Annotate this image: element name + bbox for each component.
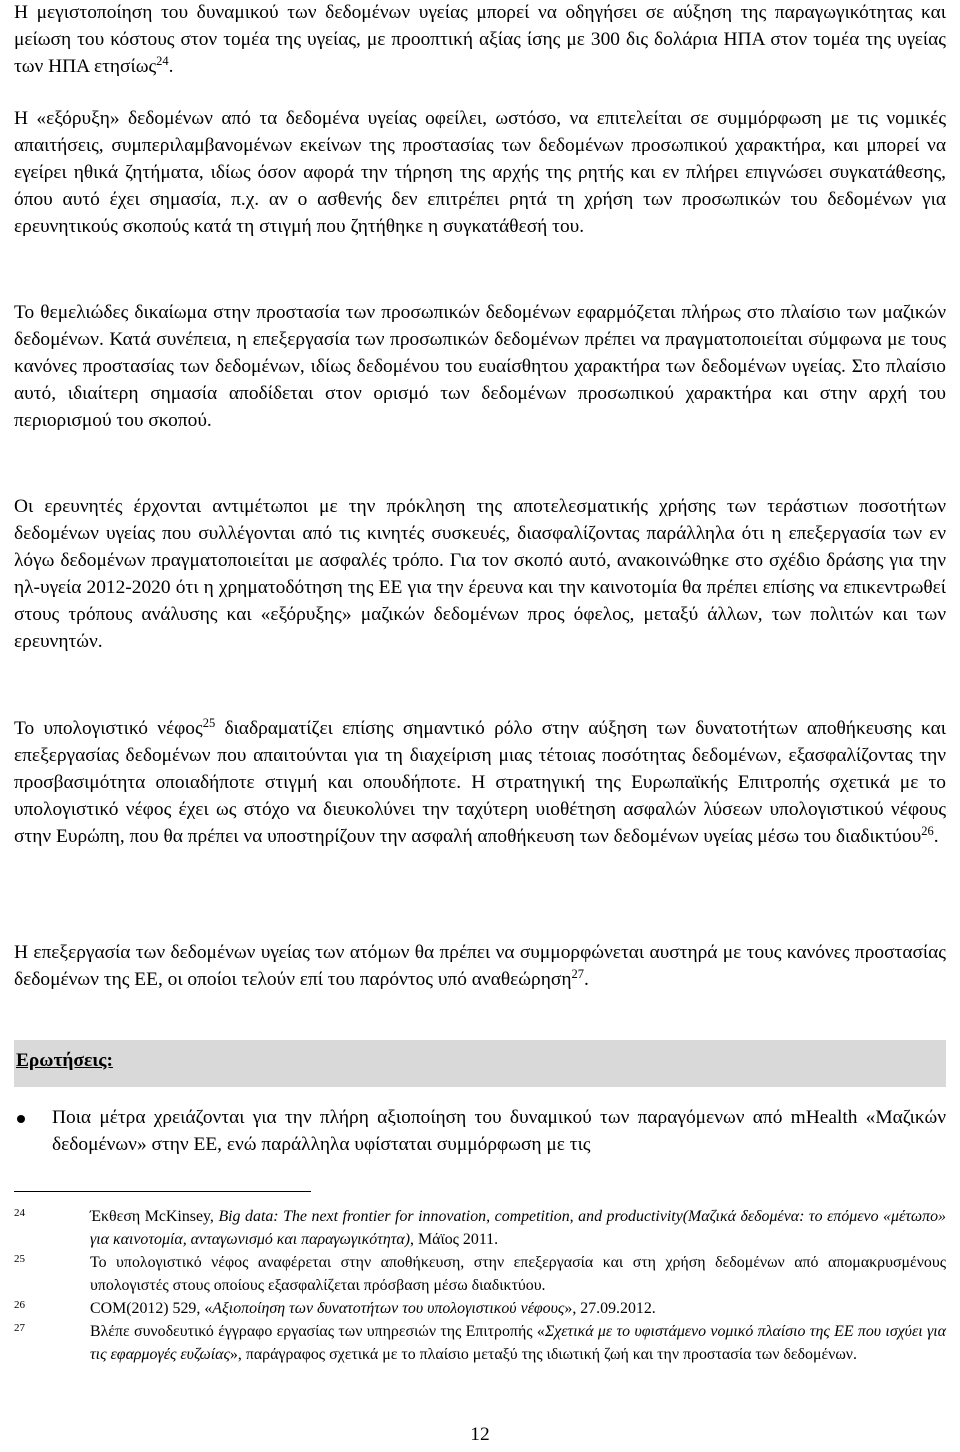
footnote-separator — [14, 1191, 311, 1192]
footnote-text-plain: COM(2012) 529, « — [90, 1300, 213, 1317]
footnote-text-italic: Σχετικά με το υφιστάμενο νομικό πλαίσιο της ΕΕ που ισχύει για τις εφαρμογές ευζωίας — [90, 1323, 946, 1363]
footnote-text — [90, 1321, 946, 1366]
footnote-text-plain: , Μάϊος 2011. — [410, 1230, 499, 1248]
paragraph-6-tail: . — [583, 968, 589, 990]
footnote-text-plain: Το υπολογιστικό νέφος αναφέρεται στην αποθήκευση, στην επεξεργασία και στη χρήση δεδομένων από απομακρυσμένους υπολογιστές στους οποίους εξασφαλίζεται πρόσβαση μέσω διαδικτύου. — [90, 1254, 946, 1294]
paragraph-5-lead: Το υπολογιστικό νέφος — [14, 718, 203, 739]
footnote-number: 27 — [14, 1322, 25, 1334]
footnote-text — [90, 1252, 946, 1297]
paragraph-5-text: διαδραματίζει επίσης σημαντικό ρόλο στην αύξηση των δυνατοτήτων αποθήκευσης και επεξεργασίας δεδομένων που απαιτούνται για τη διαχείριση μιας τέτοιας ποσότητας δεδομένων, εξασφαλίζοντας την προσβασιμότητα οποιαδήποτε στιγμή και οπουδήποτε. Η στρατηγική της Ευρωπαϊκής Επιτροπής σχετικά με το υπολογιστικό νέφος έχει ως στόχο να διευκολύνει την ταχύτερη υιοθέτηση ασφαλών λύσεων υπολογιστικού νέφους στην Ευρώπη, που θα πρέπει να υποστηρίζουν την ασφαλή αποθήκευση των δεδομένων υγείας μέσω του διαδικτύου — [14, 718, 946, 847]
questions-heading-box — [14, 1040, 946, 1087]
footnote-text-plain: Έκθεση McKinsey, — [90, 1208, 219, 1225]
paragraph-1-text: Η μεγιστοποίηση του δυναμικού των δεδομένων υγείας μπορεί να οδηγήσει σε αύξηση της παραγωγικότητας και μείωση του κόστους στον τομέα της υγείας, με προοπτική αξίας ίσης με 300 δις δολάρια ΗΠΑ στον τομέα της υγείας των ΗΠΑ ετησίως — [14, 2, 946, 77]
footnote-number: 24 — [14, 1207, 25, 1219]
footnote-ref-26[interactable]: 26 — [921, 823, 934, 838]
footnote-ref-25[interactable]: 25 — [202, 716, 216, 730]
question-text: Ποια μέτρα χρειάζονται για την πλήρη αξιοποίηση του δυναμικού των παραγόμενων από mHealth «Μαζικών δεδομένων» στην ΕΕ, ενώ παράλληλα υφίσταται συμμόρφωση με τις — [52, 1107, 946, 1155]
paragraph-1-tail: . — [168, 55, 174, 77]
paragraph-1 — [14, 0, 946, 81]
footnote-ref-24[interactable]: 24 — [156, 53, 169, 68]
paragraph-6 — [14, 940, 946, 994]
footnote-ref-27[interactable]: 27 — [571, 966, 584, 981]
paragraph-2: Η «εξόρυξη» δεδομένων από τα δεδομένα υγείας οφείλει, ωστόσο, να επιτελείται σε συμμόρφωση με τις νομικές απαιτήσεις, συμπεριλαμβανομένων εκείνων της προστασίας των δεδομένων προσωπικού χαρακτήρα, και μπορεί να εγείρει ηθικά ζητήματα, ιδίως όσον αφορά την τήρηση της αρχής της ρητής και εν πλήρει επιγνώσει συγκατάθεσης, όπου αυτό έχει σημασία, π.χ. αν ο ασθενής δεν επιτρέπει ρητά τη χρήση των προσωπικών του δεδομένων για ερευνητικούς σκοπούς κατά τη στιγμή που ζητήθηκε η συγκατάθεσή του. — [14, 108, 946, 237]
bullet-icon — [17, 1115, 25, 1123]
footnote-text-plain: », 27.09.2012. — [564, 1300, 656, 1317]
footnote-number: 25 — [14, 1253, 25, 1265]
paragraph-4: Οι ερευνητές έρχονται αντιμέτωποι με την πρόκληση της αποτελεσματικής χρήσης των τεράστιων ποσοτήτων δεδομένων υγείας που συλλέγονται από τις κινητές συσκευές, διασφαλίζοντας παράλληλα ότι η επεξεργασία των εν λόγω δεδομένων πραγματοποιείται με ασφαλές τρόπο. Για τον σκοπό αυτό, ανακοινώθηκε στο σχέδιο δράσης για την ηλ-υγεία 2012-2020 ότι η χρηματοδότηση της ΕΕ για την έρευνα και την καινοτομία θα πρέπει επίσης να επικεντρωθεί στους τρόπους ανάλυσης και «εξόρυξης» μαζικών δεδομένων προς όφελος, μεταξύ άλλων, των πολιτών και των ερευνητών. — [14, 496, 946, 652]
page-number: 12 — [470, 1424, 490, 1445]
footnote-text-italic: Αξιοποίηση των δυνατοτήτων του υπολογιστικού νέφους — [212, 1300, 565, 1317]
questions-heading: Ερωτήσεις: — [16, 1050, 113, 1071]
footnote-text — [90, 1206, 946, 1251]
footnote-text — [90, 1298, 946, 1321]
footnote-text-plain: Βλέπε συνοδευτικό έγγραφο εργασίας των υπηρεσιών της Επιτροπής « — [90, 1323, 545, 1340]
footnote-number: 26 — [14, 1299, 25, 1311]
paragraph-5-tail: . — [933, 825, 939, 847]
paragraph-5 — [14, 716, 946, 851]
footnote-text-italic: Big data: The next frontier for innovation, competition, and productivity(Μαζικά δεδομένα: το επόμενο «μέτωπο» για καινοτομία, ανταγωνισμό και παραγωγικότητα) — [90, 1208, 947, 1248]
paragraph-3: Το θεμελιώδες δικαίωμα στην προστασία των προσωπικών δεδομένων εφαρμόζεται πλήρως στο πλαίσιο των μαζικών δεδομένων. Κατά συνέπεια, η επεξεργασία των προσωπικών δεδομένων πρέπει να πραγματοποιείται σύμφωνα με τους κανόνες προστασίας των δεδομένων, ιδίως δεδομένου του ευαίσθητου χαρακτήρα των δεδομένων υγείας. Στο πλαίσιο αυτό, ιδιαίτερη σημασία αποδίδεται στον ορισμό των δεδομένων προσωπικού χαρακτήρα και στην αρχή του περιορισμού του σκοπού. — [14, 302, 946, 431]
paragraph-6-text: Η επεξεργασία των δεδομένων υγείας των ατόμων θα πρέπει να συμμορφώνεται αυστηρά με τους κανόνες προστασίας δεδομένων της ΕΕ, οι οποίοι τελούν επί του παρόντος υπό αναθεώρηση — [14, 942, 946, 990]
footnote-text-plain: », παράγραφος σχετικά με το πλαίσιο μεταξύ της ιδιωτική ζωή και την προστασία των δεδομένων. — [229, 1345, 857, 1363]
